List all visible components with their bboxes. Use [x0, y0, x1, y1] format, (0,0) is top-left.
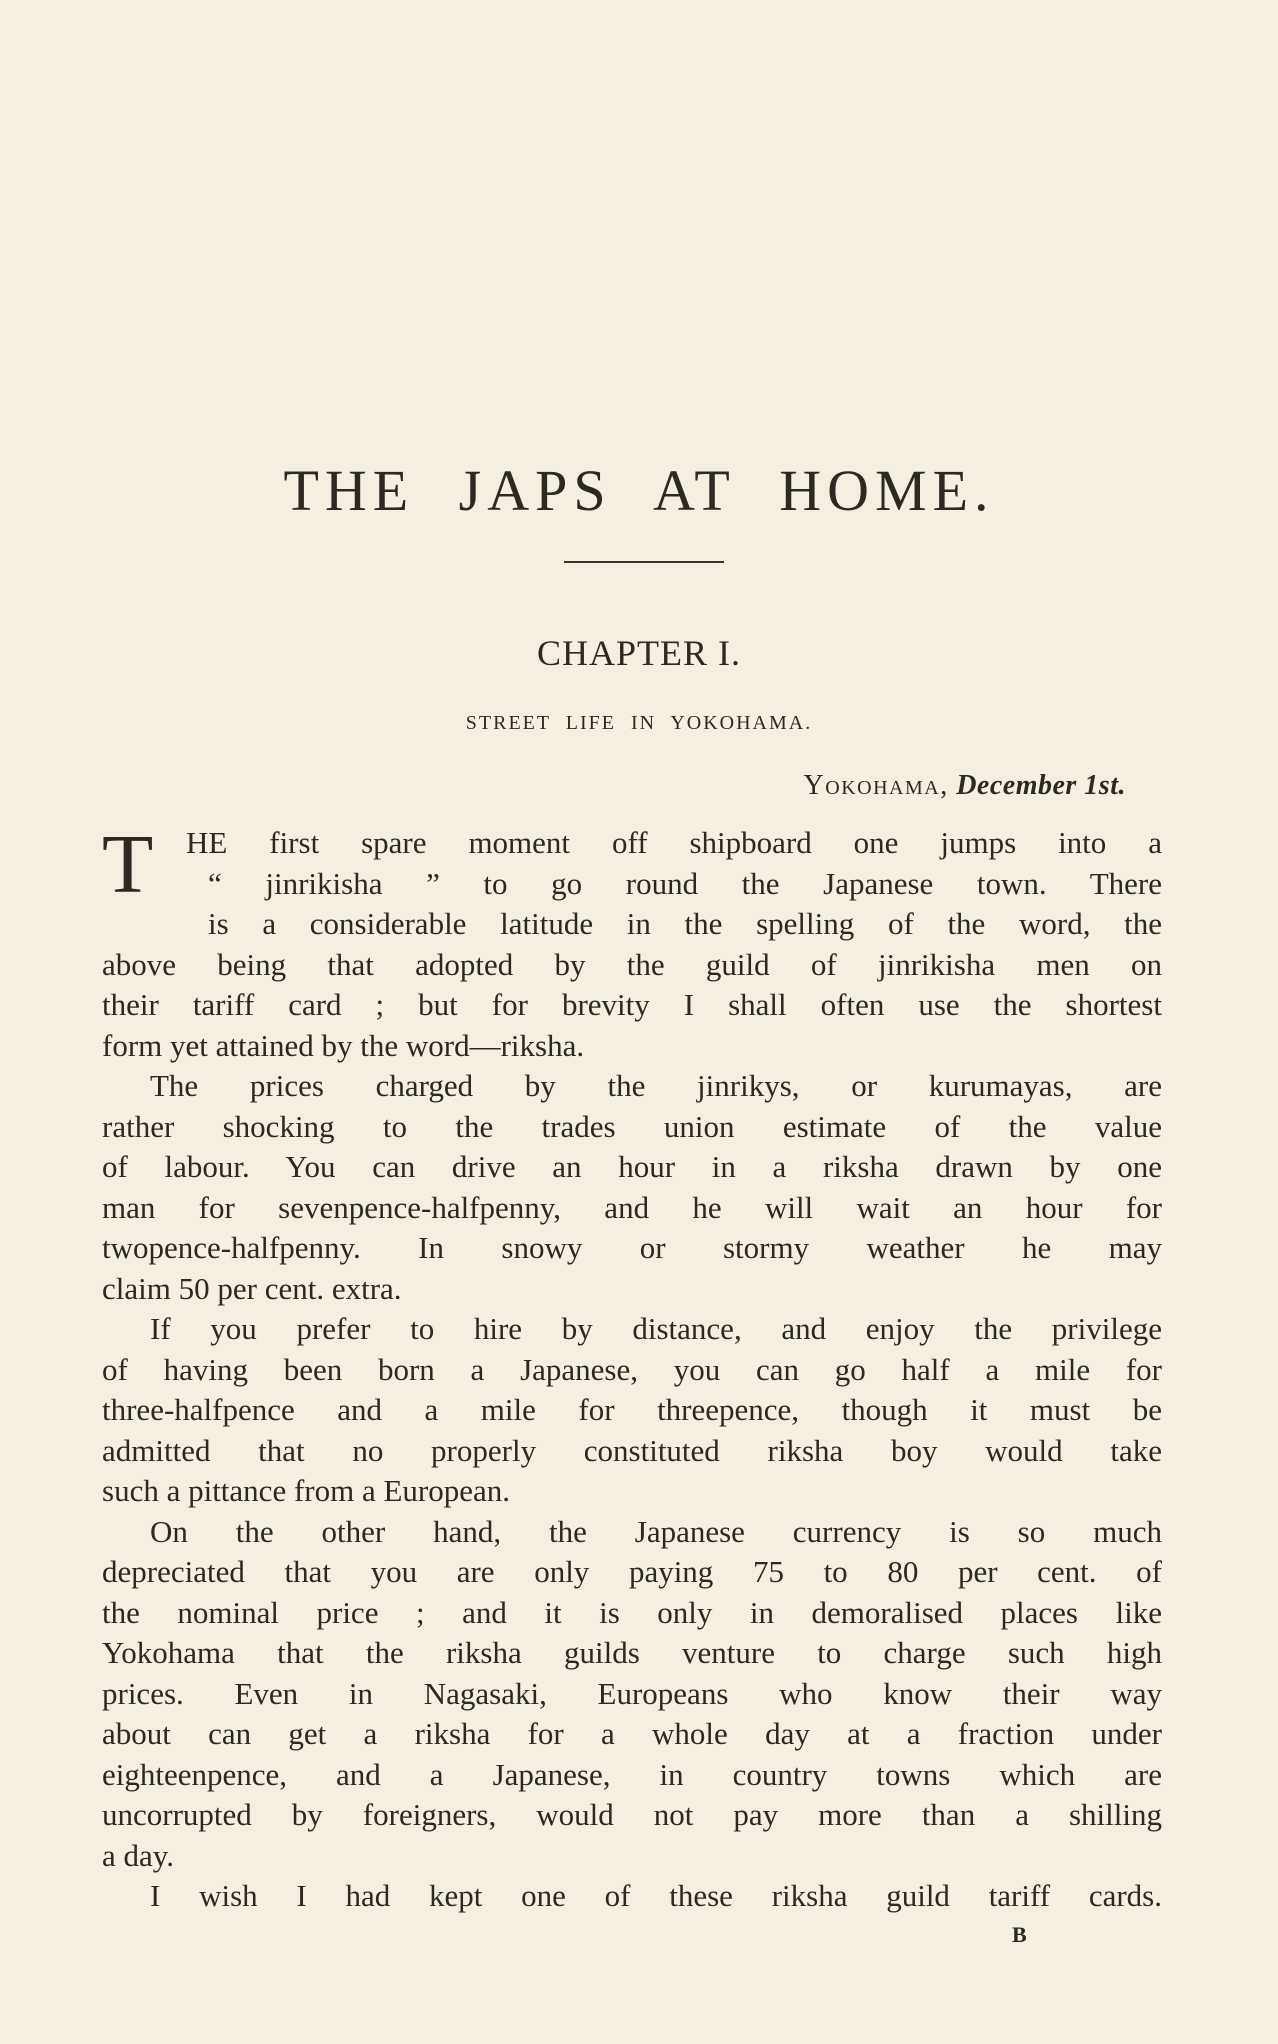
- body-line: is a considerable latitude in the spelling of the word, the: [208, 906, 1162, 941]
- body-line: man for sevenpence-halfpenny, and he will wait an hour for: [102, 1189, 1162, 1225]
- body-line: the nominal price ; and it is only in demoralised places like: [102, 1594, 1162, 1630]
- body-line: The prices charged by the jinrikys, or kurumayas, are: [150, 1068, 1162, 1103]
- body-line: uncorrupted by foreigners, would not pay more than a shilling: [102, 1797, 1162, 1832]
- body-line: On the other hand, the Japanese currency is so much: [150, 1513, 1162, 1549]
- body-line: If you prefer to hire by distance, and enjoy the privilege: [150, 1311, 1162, 1346]
- body-line: rather shocking to the trades union estimate of the value: [102, 1108, 1162, 1144]
- body-line: their tariff card ; but for brevity I shall often use the shortest: [102, 987, 1162, 1022]
- title-rule: [564, 561, 724, 563]
- body-line: form yet attained by the word—riksha.: [102, 1027, 585, 1063]
- chapter-subtitle: STREET LIFE IN YOKOHAMA.: [465, 712, 813, 734]
- body-line: three-halfpence and a mile for threepence, though it must be: [102, 1392, 1162, 1427]
- body-text: [102, 818, 1162, 1917]
- body-line: such a pittance from a European.: [102, 1473, 510, 1508]
- body-line: above being that adopted by the guild of jinrikisha men on: [102, 946, 1162, 982]
- body-line: prices. Even in Nagasaki, Europeans who know their way: [102, 1675, 1162, 1711]
- body-line: claim 50 per cent. extra.: [102, 1270, 402, 1306]
- drop-cap: T: [102, 818, 154, 911]
- body-line: eighteenpence, and a Japanese, in country towns which are: [102, 1756, 1162, 1792]
- body-line: depreciated that you are only paying 75 to 80 per cent. of: [102, 1554, 1162, 1589]
- dateline: [804, 770, 1126, 802]
- body-line: about can get a riksha for a whole day at a fraction under: [102, 1716, 1162, 1751]
- dateline-place: Yokohama,: [803, 770, 949, 801]
- body-line: I wish I had kept one of these riksha guild tariff cards.: [150, 1878, 1162, 1913]
- body-line: twopence-halfpenny. In snowy or stormy weather he may: [102, 1230, 1162, 1265]
- body-line: admitted that no properly constituted riksha boy would take: [102, 1432, 1162, 1468]
- book-title: THE JAPS AT HOME.: [283, 457, 995, 523]
- body-line: a day.: [102, 1837, 175, 1873]
- dateline-date: December 1st.: [956, 770, 1126, 801]
- body-line: of labour. You can drive an hour in a riksha drawn by one: [102, 1149, 1162, 1184]
- folio-signature: B: [1012, 1922, 1027, 1947]
- body-line: Yokohama that the riksha guilds venture to charge such high: [102, 1635, 1162, 1670]
- body-line: of having been born a Japanese, you can go half a mile for: [102, 1351, 1162, 1387]
- body-line: HE first spare moment off shipboard one jumps into a: [186, 825, 1162, 860]
- body-line: “ jinrikisha ” to go round the Japanese town. There: [208, 865, 1162, 901]
- chapter-heading: CHAPTER I.: [536, 633, 741, 673]
